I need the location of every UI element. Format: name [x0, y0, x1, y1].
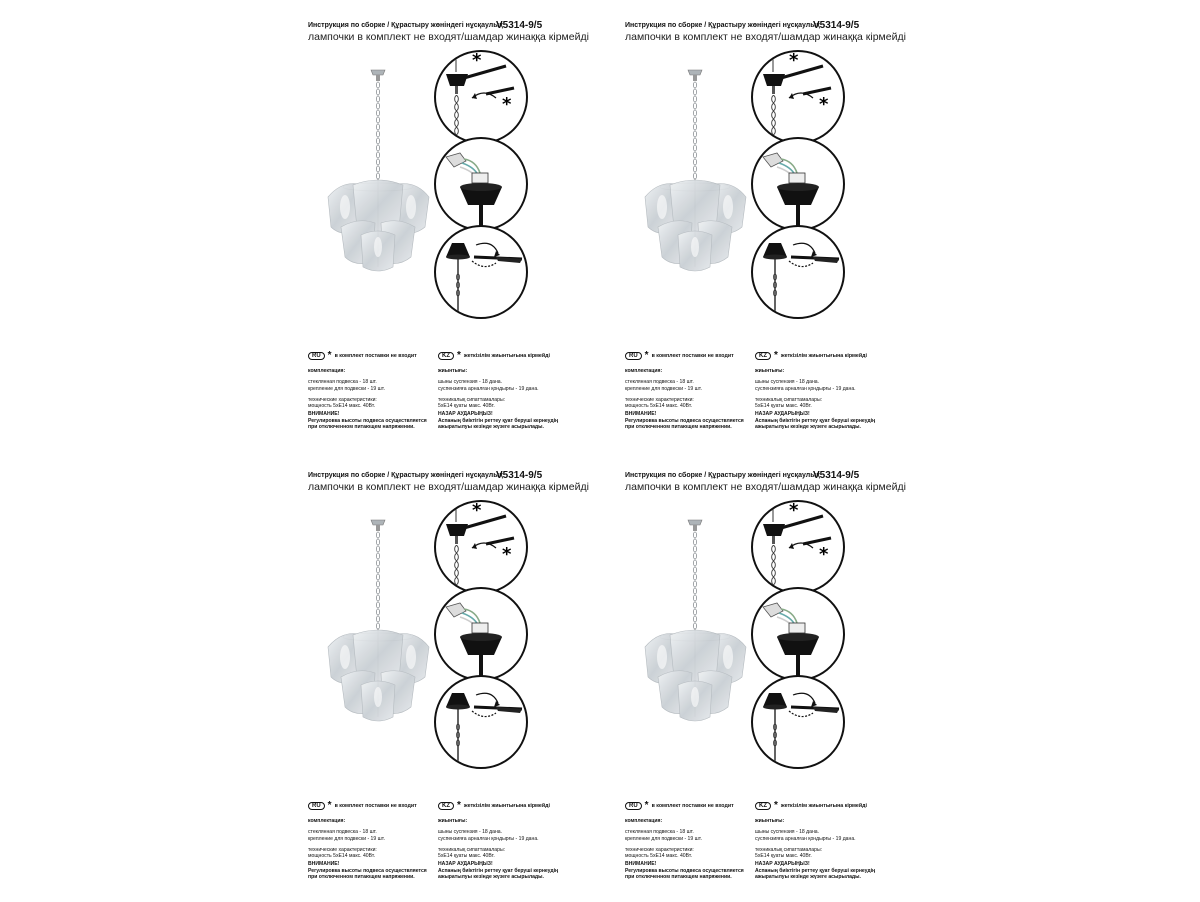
kz-kit-line-2: суспензияға арналған қондырғы - 19 дана. [755, 835, 856, 842]
kz-specs-heading: техникалық сипаттамалары: [755, 846, 823, 853]
kz-warning-line-2: ажыратылуы кезінде жүзеге асырылады. [438, 424, 544, 431]
ru-text [625, 818, 744, 880]
ru-specs-line: мощность 5xE14 макс. 40Вт. [625, 853, 693, 860]
ru-warning-line-1: Регулировка высоты подвеса осуществляется [625, 867, 744, 874]
kz-badge: KZ [755, 352, 771, 360]
ru-warning-line-1: Регулировка высоты подвеса осуществляется [308, 867, 427, 874]
model-number: V5314-9/5 [813, 20, 860, 31]
step-star-top: * [789, 52, 799, 71]
ru-warning-heading: ВНИМАНИЕ! [625, 411, 657, 418]
bulbs-note: лампочки в комплект не входят/шамдар жинаққа кірмейді [308, 31, 589, 43]
step-2-wiring-diagram [751, 587, 845, 681]
kz-text [755, 368, 875, 430]
ru-text [308, 818, 427, 880]
kz-star: * [457, 350, 461, 361]
chandelier-image [323, 67, 433, 277]
kz-warning-line-1: Аспаның биіктігін реттеу қуат беруші кернеудің [438, 867, 559, 874]
ru-notice [308, 802, 417, 810]
ru-specs-line: мощность 5xE14 макс. 40Вт. [308, 403, 376, 410]
kz-warning-line-2: ажыратылуы кезінде жүзеге асырылады. [438, 874, 544, 881]
ru-notice [308, 352, 417, 360]
ru-note: в комплект поставки не входит [651, 803, 734, 809]
kz-kit-heading: жиынтығы: [755, 368, 785, 374]
model-number: V5314-9/5 [813, 470, 860, 481]
ru-badge: RU [625, 352, 642, 360]
ru-kit-line-2: крепление для подвески - 19 шт. [308, 835, 385, 842]
ru-kit-line-1: стеклянная подвеска - 18 шт. [625, 379, 694, 386]
instruction-sheet [625, 472, 925, 902]
kz-warning-heading: НАЗАР АУДАРЫҢЫЗ! [438, 861, 493, 868]
step-star-bottom: * [502, 544, 512, 565]
step-star-top: * [789, 502, 799, 521]
instruction-sheet [308, 472, 608, 902]
model-number: V5314-9/5 [496, 20, 543, 31]
kz-badge: KZ [438, 802, 454, 810]
kz-kit-heading: жиынтығы: [438, 368, 468, 374]
ru-text [308, 368, 427, 430]
ru-note: в комплект поставки не входит [651, 353, 734, 359]
kz-specs-line: 5xE14 қуаты макс. 40Вт. [755, 853, 812, 860]
kz-star: * [774, 350, 778, 361]
bulbs-note: лампочки в комплект не входят/шамдар жинаққа кірмейді [308, 481, 589, 493]
bulbs-note: лампочки в комплект не входят/шамдар жинаққа кірмейді [625, 31, 906, 43]
kz-notice [438, 352, 550, 360]
step-1-canopy-diagram [751, 500, 845, 594]
sheet-title: Инструкция по сборке / Құрастыру жөніндегі нұсқаулық [308, 472, 503, 479]
step-3-height-adjust-diagram [751, 675, 845, 769]
kz-note: жеткізілім жиынтығына кірмейді [463, 803, 550, 809]
kz-badge: KZ [438, 352, 454, 360]
kz-specs-heading: техникалық сипаттамалары: [755, 396, 823, 403]
kz-warning-heading: НАЗАР АУДАРЫҢЫЗ! [755, 861, 810, 868]
kz-specs-line: 5xE14 қуаты макс. 40Вт. [438, 853, 495, 860]
kz-warning-line-2: ажыратылуы кезінде жүзеге асырылады. [755, 424, 861, 431]
kz-star: * [774, 800, 778, 811]
step-3-height-adjust-diagram [434, 225, 528, 319]
ru-kit-line-2: крепление для подвески - 19 шт. [308, 385, 385, 392]
kz-badge: KZ [755, 802, 771, 810]
kz-warning-line-1: Аспаның биіктігін реттеу қуат беруші кернеудің [755, 867, 876, 874]
ru-badge: RU [308, 802, 325, 810]
ru-note: в комплект поставки не входит [334, 353, 417, 359]
ru-specs-line: мощность 5xE14 макс. 40Вт. [308, 853, 376, 860]
kz-kit-line-2: суспензияға арналған қондырғы - 19 дана. [438, 385, 539, 392]
chandelier-image [640, 517, 750, 727]
kz-star: * [457, 800, 461, 811]
step-1-canopy-diagram [434, 50, 528, 144]
kz-kit-line-1: шыны суспензия - 18 дана. [438, 829, 503, 836]
ru-notice [625, 802, 734, 810]
ru-warning-line-2: при отключенном питающем напряжении. [308, 424, 415, 431]
chandelier-image [323, 517, 433, 727]
step-star-top: * [472, 502, 482, 521]
step-star-top: * [472, 52, 482, 71]
ru-specs-heading: технические характеристики: [308, 396, 377, 403]
kz-note: жеткізілім жиынтығына кірмейді [780, 803, 867, 809]
kz-specs-line: 5xE14 қуаты макс. 40Вт. [755, 403, 812, 410]
ru-badge: RU [625, 802, 642, 810]
kz-specs-line: 5xE14 қуаты макс. 40Вт. [438, 403, 495, 410]
step-2-wiring-diagram [751, 137, 845, 231]
step-3-height-adjust-diagram [751, 225, 845, 319]
ru-star: * [327, 800, 332, 811]
step-1-canopy-diagram [434, 500, 528, 594]
ru-specs-heading: технические характеристики: [308, 846, 377, 853]
ru-kit-heading: комплектация: [625, 368, 663, 374]
kz-kit-line-1: шыны суспензия - 18 дана. [755, 829, 820, 836]
ru-kit-line-1: стеклянная подвеска - 18 шт. [625, 829, 694, 836]
kz-note: жеткізілім жиынтығына кірмейді [780, 353, 867, 359]
ru-kit-line-2: крепление для подвески - 19 шт. [625, 385, 702, 392]
kz-text [438, 368, 558, 430]
step-1-canopy-diagram [751, 50, 845, 144]
ru-text [625, 368, 744, 430]
ru-kit-heading: комплектация: [625, 818, 663, 824]
ru-kit-heading: комплектация: [308, 368, 346, 374]
ru-specs-heading: технические характеристики: [625, 396, 694, 403]
model-number: V5314-9/5 [496, 470, 543, 481]
step-star-bottom: * [502, 94, 512, 115]
kz-notice [755, 802, 867, 810]
instruction-sheet [625, 22, 925, 452]
ru-warning-heading: ВНИМАНИЕ! [308, 861, 340, 868]
ru-star: * [644, 350, 649, 361]
kz-notice [755, 352, 867, 360]
ru-warning-line-2: при отключенном питающем напряжении. [308, 874, 415, 881]
kz-kit-line-2: суспензияға арналған қондырғы - 19 дана. [755, 385, 856, 392]
sheet-title: Инструкция по сборке / Құрастыру жөніндегі нұсқаулық [625, 472, 820, 479]
step-star-bottom: * [819, 94, 829, 115]
kz-kit-line-2: суспензияға арналған қондырғы - 19 дана. [438, 835, 539, 842]
ru-specs-line: мощность 5xE14 макс. 40Вт. [625, 403, 693, 410]
kz-notice [438, 802, 550, 810]
kz-kit-line-1: шыны суспензия - 18 дана. [755, 379, 820, 386]
ru-badge: RU [308, 352, 325, 360]
step-star-bottom: * [819, 544, 829, 565]
kz-specs-heading: техникалық сипаттамалары: [438, 846, 506, 853]
ru-warning-line-2: при отключенном питающем напряжении. [625, 874, 732, 881]
bulbs-note: лампочки в комплект не входят/шамдар жинаққа кірмейді [625, 481, 906, 493]
kz-kit-line-1: шыны суспензия - 18 дана. [438, 379, 503, 386]
sheet-title: Инструкция по сборке / Құрастыру жөніндегі нұсқаулық [308, 22, 503, 29]
kz-text [438, 818, 558, 880]
instruction-sheet [308, 22, 608, 452]
ru-kit-line-2: крепление для подвески - 19 шт. [625, 835, 702, 842]
kz-specs-heading: техникалық сипаттамалары: [438, 396, 506, 403]
kz-warning-line-1: Аспаның биіктігін реттеу қуат беруші кернеудің [438, 417, 559, 424]
ru-star: * [644, 800, 649, 811]
ru-warning-heading: ВНИМАНИЕ! [625, 861, 657, 868]
ru-note: в комплект поставки не входит [334, 803, 417, 809]
kz-warning-line-2: ажыратылуы кезінде жүзеге асырылады. [755, 874, 861, 881]
kz-warning-heading: НАЗАР АУДАРЫҢЫЗ! [755, 411, 810, 418]
ru-warning-line-1: Регулировка высоты подвеса осуществляется [625, 417, 744, 424]
ru-warning-line-1: Регулировка высоты подвеса осуществляется [308, 417, 427, 424]
chandelier-image [640, 67, 750, 277]
kz-text [755, 818, 875, 880]
ru-warning-heading: ВНИМАНИЕ! [308, 411, 340, 418]
kz-warning-heading: НАЗАР АУДАРЫҢЫЗ! [438, 411, 493, 418]
kz-kit-heading: жиынтығы: [438, 818, 468, 824]
ru-kit-heading: комплектация: [308, 818, 346, 824]
step-3-height-adjust-diagram [434, 675, 528, 769]
ru-notice [625, 352, 734, 360]
kz-note: жеткізілім жиынтығына кірмейді [463, 353, 550, 359]
kz-kit-heading: жиынтығы: [755, 818, 785, 824]
ru-star: * [327, 350, 332, 361]
ru-kit-line-1: стеклянная подвеска - 18 шт. [308, 829, 377, 836]
ru-specs-heading: технические характеристики: [625, 846, 694, 853]
ru-kit-line-1: стеклянная подвеска - 18 шт. [308, 379, 377, 386]
kz-warning-line-1: Аспаның биіктігін реттеу қуат беруші кернеудің [755, 417, 876, 424]
step-2-wiring-diagram [434, 137, 528, 231]
step-2-wiring-diagram [434, 587, 528, 681]
ru-warning-line-2: при отключенном питающем напряжении. [625, 424, 732, 431]
sheet-title: Инструкция по сборке / Құрастыру жөніндегі нұсқаулық [625, 22, 820, 29]
